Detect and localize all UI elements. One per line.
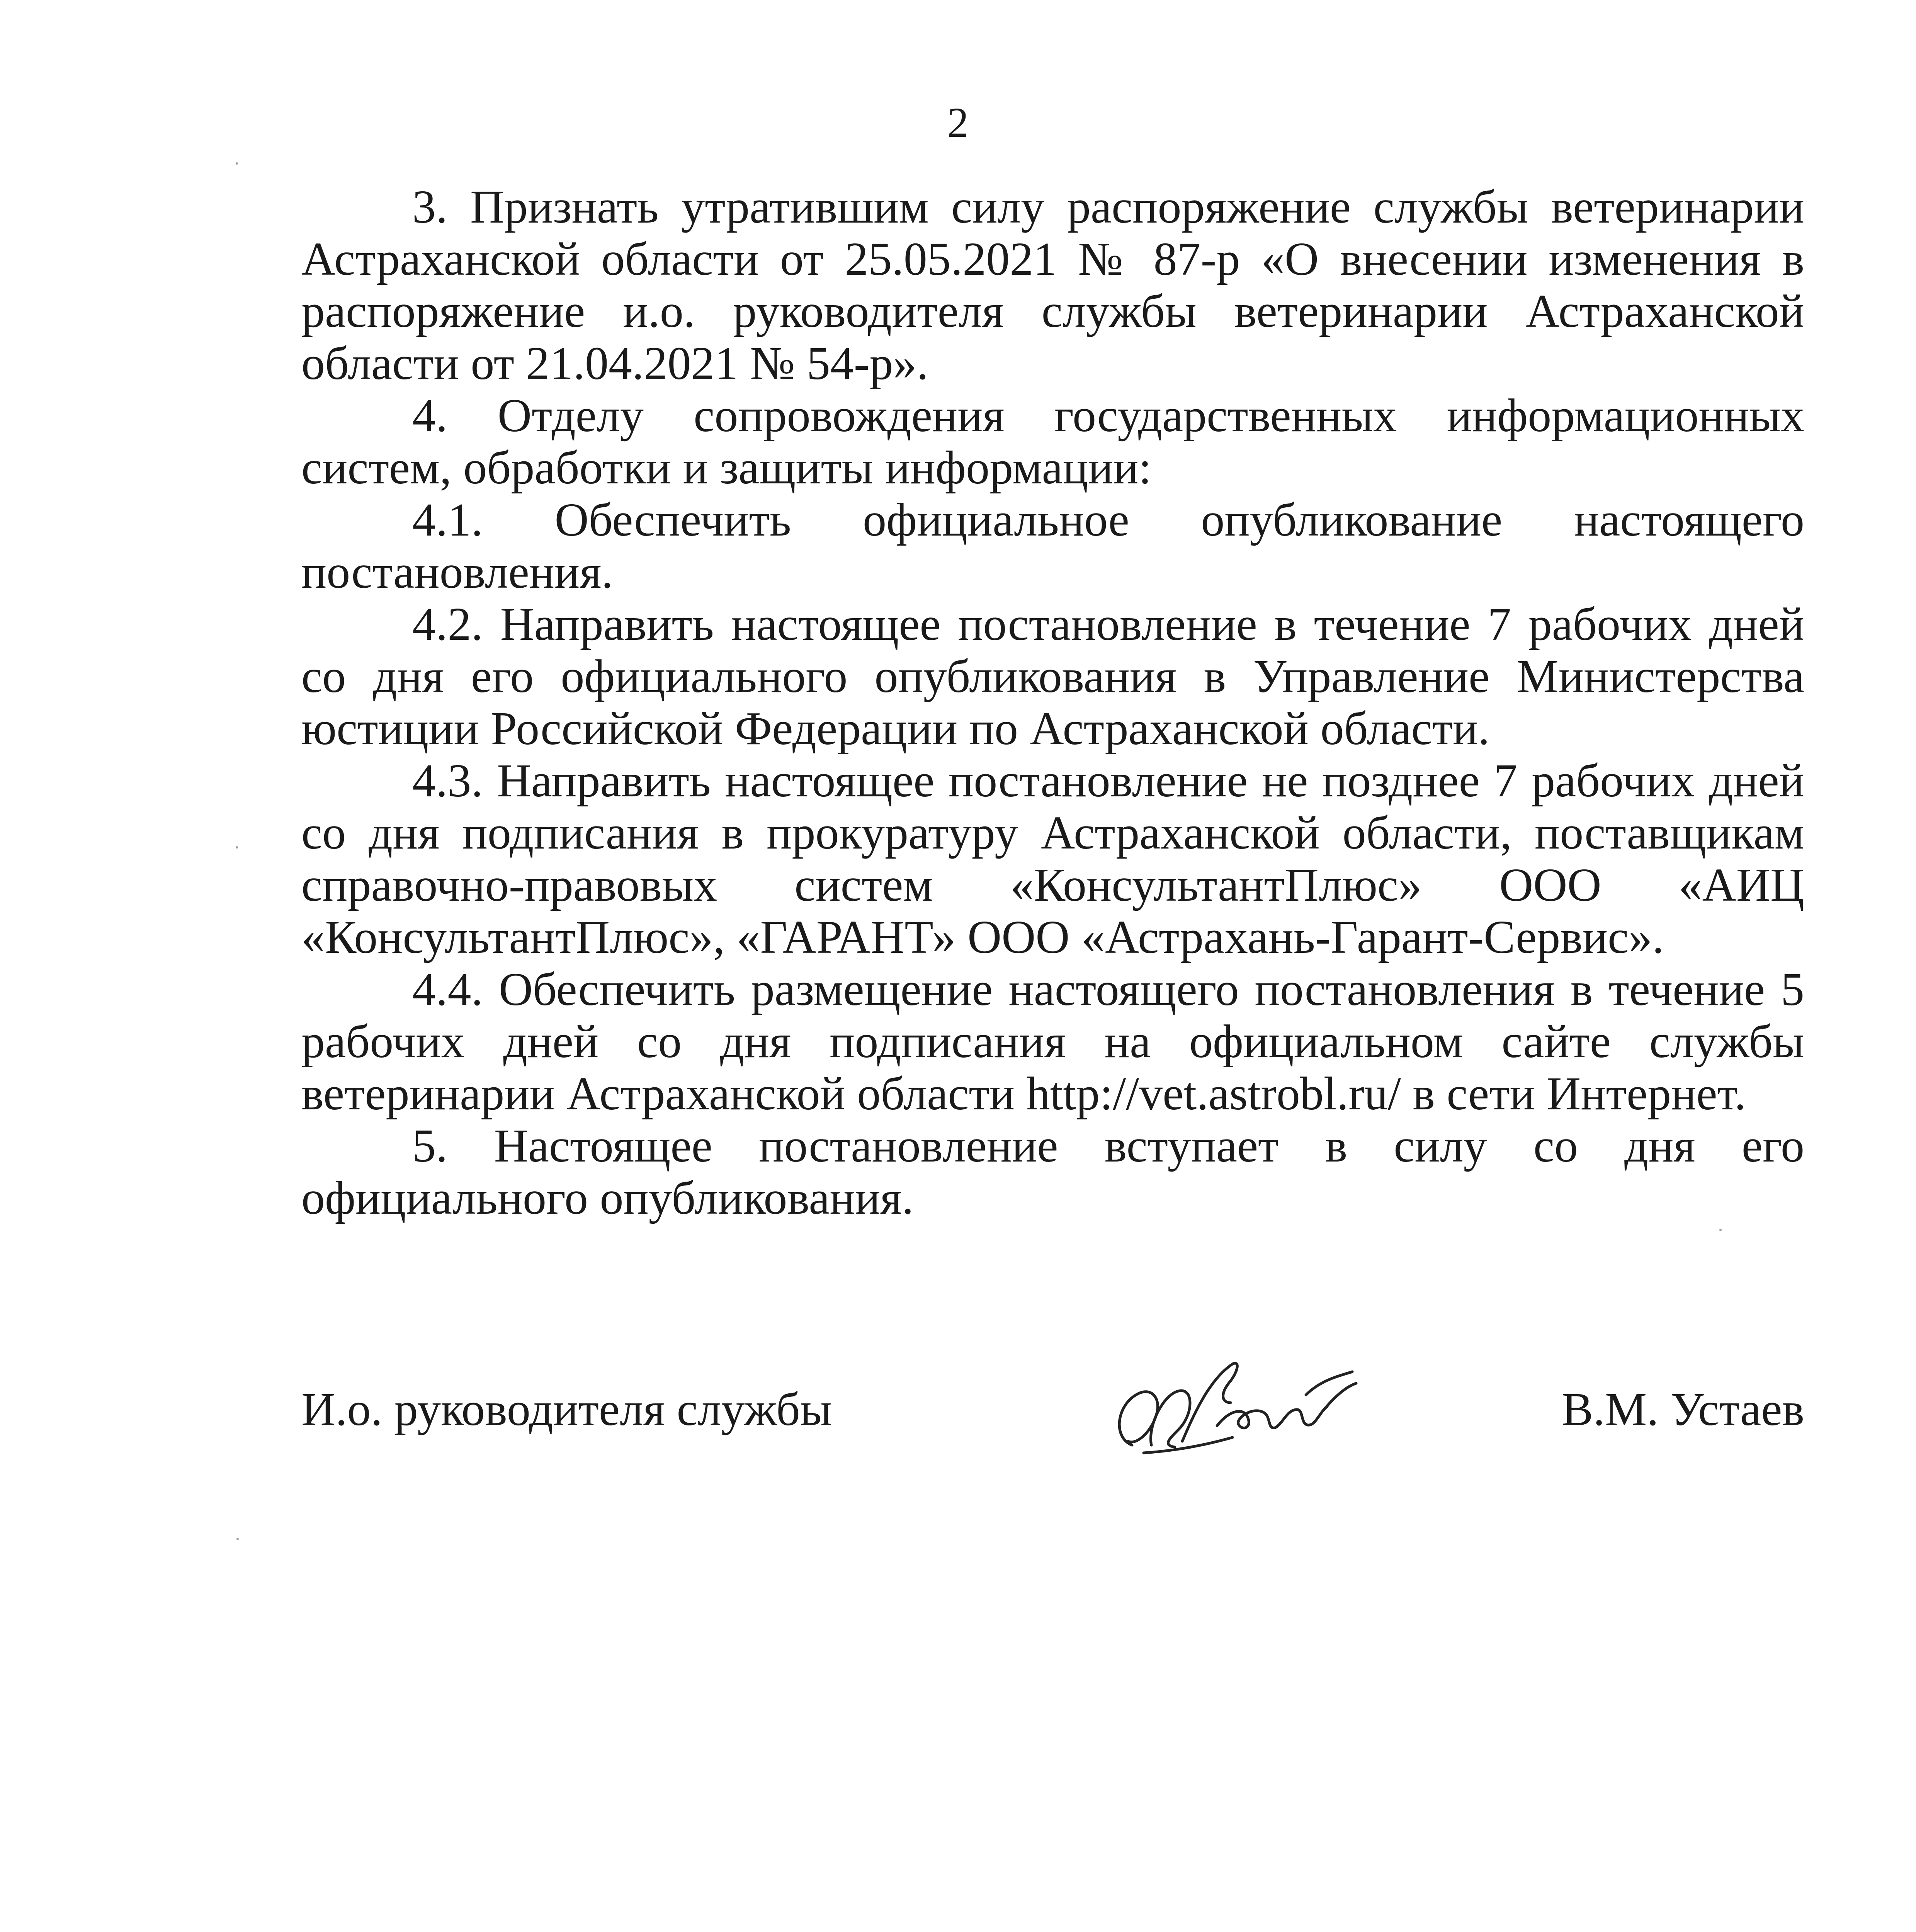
scan-speck [236, 162, 238, 165]
signature-block [0, 1349, 1916, 1495]
scan-speck [236, 846, 238, 849]
paragraph-4: 4. Отделу сопровождения государственных информационных систем, обработки и защиты информации: [301, 389, 1804, 494]
page-number: 2 [947, 99, 969, 146]
document-body [301, 181, 1804, 1224]
paragraph-4-4: 4.4. Обеспечить размещение настоящего постановления в течение 5 рабочих дней со дня подписания на официальном сайте службы ветеринарии Астраханской области http://vet.astrobl.ru/ в сети Интернет. [301, 963, 1804, 1120]
signatory-title: И.о. руководителя службы [301, 1383, 832, 1435]
scan-speck [1719, 1229, 1722, 1231]
paragraph-4-1: 4.1. Обеспечить официальное опубликование настоящего постановления. [301, 494, 1804, 598]
paragraph-3: 3. Признать утратившим силу распоряжение службы ветеринарии Астраханской области от 25.05.2021 № 87-р «О внесении изменения в распоряжение и.о. руководителя службы ветеринарии Астраханской области от 21.04.2021 № 54-р». [301, 181, 1804, 389]
paragraph-4-3: 4.3. Направить настоящее постановление не позднее 7 рабочих дней со дня подписания в прокуратуру Астраханской области, поставщикам справочно-правовых систем «КонсультантПлюс» ООО «АИЦ «КонсультантПлюс», «ГАРАНТ» ООО «Астрахань-Гарант-Сервис». [301, 755, 1804, 963]
scan-speck [236, 1538, 239, 1540]
signatory-name: В.М. Устаев [1562, 1383, 1804, 1435]
handwritten-signature [1105, 1349, 1360, 1464]
paragraph-4-2: 4.2. Направить настоящее постановление в течение 7 рабочих дней со дня его официального опубликования в Управление Министерства юстиции Российской Федерации по Астраханской области. [301, 598, 1804, 755]
paragraph-5: 5. Настоящее постановление вступает в силу со дня его официального опубликования. [301, 1120, 1804, 1224]
